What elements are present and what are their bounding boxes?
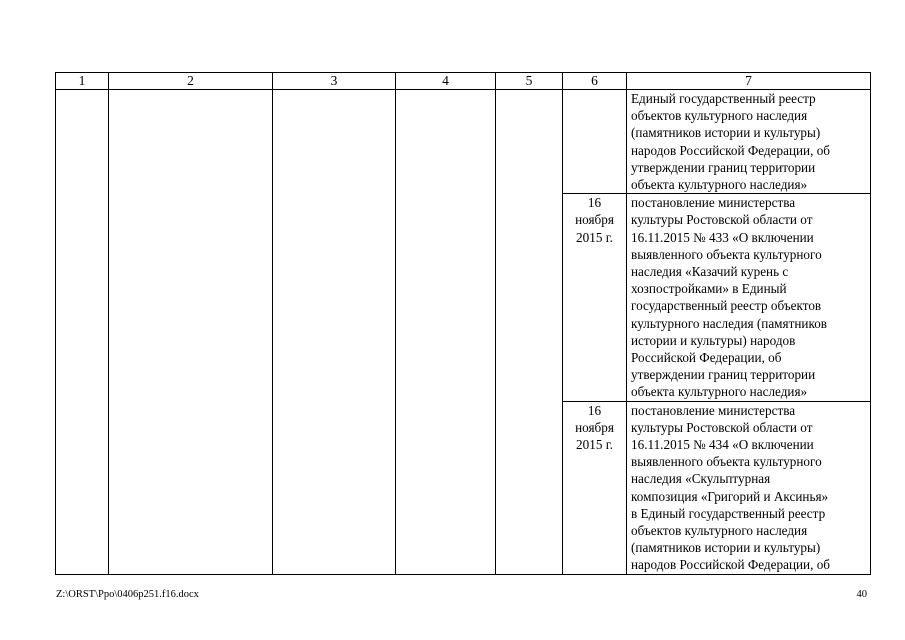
column-header-3: 3	[273, 73, 396, 90]
date-day: 16	[587, 195, 602, 211]
table-row	[56, 90, 871, 194]
text-line: культуры Ростовской области от	[631, 419, 813, 435]
empty-cell-col-3	[273, 90, 396, 575]
text-line: 16.11.2015 № 433 «О включении	[631, 229, 814, 245]
column-header-5: 5	[496, 73, 563, 90]
date-day: 16	[587, 402, 602, 418]
empty-cell-col-2	[109, 90, 273, 575]
text-line: истории и культуры) народов	[631, 332, 796, 348]
text-line: 16.11.2015 № 434 «О включении	[631, 437, 814, 453]
column-header-1: 1	[56, 73, 109, 90]
text-line: наследия «Казачий курень с	[631, 264, 789, 280]
text-line: постановление министерства	[631, 195, 796, 211]
footer-page-number: 40	[856, 589, 867, 600]
text-line: наследия «Скульптурная	[631, 471, 771, 487]
date-cell	[563, 90, 627, 194]
text-line: выявленного объекта культурного	[631, 454, 822, 470]
date-year: 2015 г.	[576, 229, 613, 245]
text-line: утверждении границ территории	[631, 159, 816, 175]
column-header-4: 4	[396, 73, 496, 90]
column-header-7: 7	[627, 73, 871, 90]
document-text-cell	[627, 90, 871, 194]
text-line: объекта культурного наследия»	[631, 177, 808, 193]
text-line: (памятников истории и культуры)	[631, 125, 821, 141]
date-cell	[563, 401, 627, 574]
date-month: ноября	[575, 212, 614, 228]
text-line: Единый государственный реестр	[631, 91, 816, 106]
text-line: народов Российской Федерации, об	[631, 142, 831, 158]
footer-file-path: Z:\ORST\Ppo\0406p251.f16.docx	[56, 589, 199, 600]
text-line: в Единый государственный реестр	[631, 505, 826, 521]
table-header-row	[56, 73, 871, 90]
document-text-cell	[627, 401, 871, 574]
empty-cell-col-5	[496, 90, 563, 575]
date-year: 2015 г.	[576, 437, 613, 453]
text-line: Российской Федерации, об	[631, 350, 782, 366]
text-line: утверждении границ территории	[631, 367, 816, 383]
text-line: народов Российской Федерации, об	[631, 557, 831, 573]
text-line: объектов культурного наследия	[631, 108, 808, 124]
text-line: хозпостройками» в Единый	[631, 281, 787, 297]
text-line: объекта культурного наследия»	[631, 384, 808, 400]
column-header-2: 2	[109, 73, 273, 90]
text-line: выявленного объекта культурного	[631, 246, 822, 262]
text-line: композиция «Григорий и Аксинья»	[631, 488, 829, 504]
text-line: культуры Ростовской области от	[631, 212, 813, 228]
date-month: ноября	[575, 419, 614, 435]
text-line: (памятников истории и культуры)	[631, 540, 821, 556]
document-table	[55, 72, 871, 575]
text-line: государственный реестр объектов	[631, 298, 822, 314]
text-line: объектов культурного наследия	[631, 523, 808, 539]
document-text-cell	[627, 194, 871, 401]
text-line: культурного наследия (памятников	[631, 315, 828, 331]
text-line: постановление министерства	[631, 402, 796, 418]
column-header-6: 6	[563, 73, 627, 90]
empty-cell-col-1	[56, 90, 109, 575]
empty-cell-col-4	[396, 90, 496, 575]
date-cell	[563, 194, 627, 401]
